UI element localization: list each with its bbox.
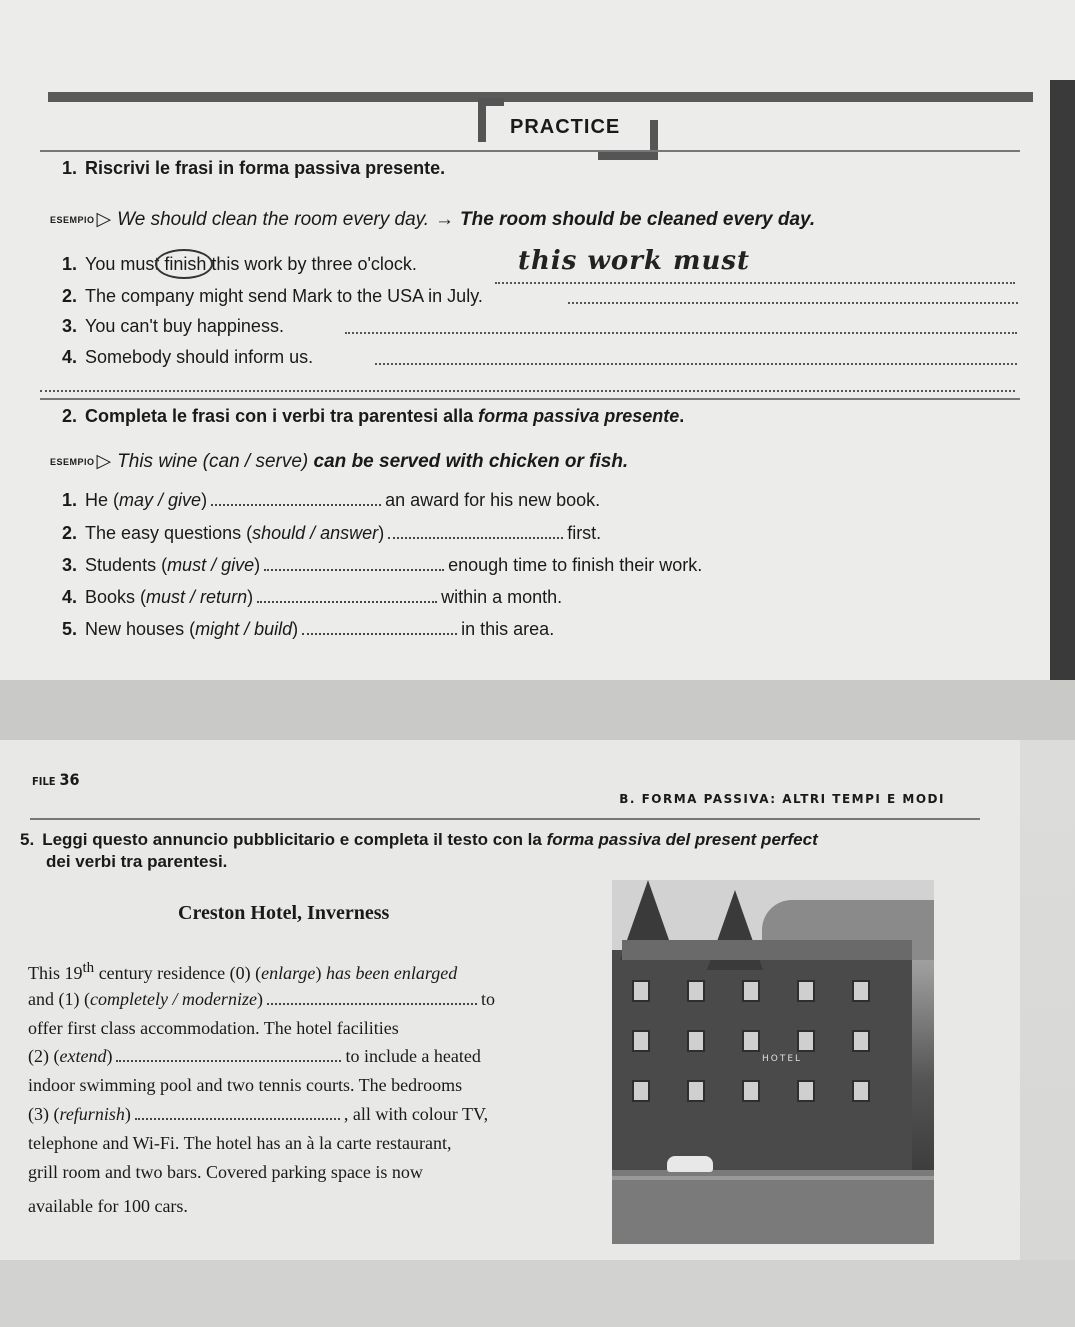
photo-window [852,1080,870,1102]
ad-line-9: available for 100 cars. [28,1196,188,1216]
exercise-instruction-emphasis: forma passiva del present perfect [546,830,818,849]
exercise-instruction: Leggi questo annuncio pubblicitario e completa il testo con la [42,830,547,849]
item-number: 3. [62,316,78,336]
item-text: You must finish this work by three o'clock. [85,254,417,274]
item-text: in this area. [461,619,555,639]
exercise-number: 5. [20,830,35,849]
photo-window [687,1030,705,1052]
item-text: ) [292,619,299,639]
item-number: 4. [62,347,78,367]
item-number: 4. [62,587,78,607]
exercise-2-item-2 [62,523,601,544]
item-verb: may / give [119,490,202,510]
photo-window [797,980,815,1002]
ad-line-8: grill room and two bars. Covered parking space is now [28,1162,423,1182]
ad-text: century residence (0) ( [94,963,262,983]
ad-line-7: telephone and Wi-Fi. The hotel has an à la carte restaurant, [28,1133,452,1153]
file-label [32,770,80,789]
ad-line-3: offer first class accommodation. The hotel facilities [28,1018,399,1038]
ad-verb: extend [59,1046,107,1066]
exercise-2-title [62,406,684,427]
photo-window [742,1080,760,1102]
item-text: enough time to finish their work. [448,555,703,575]
example-tag: ESEMPIO [50,214,95,225]
item-number: 2. [62,523,78,543]
ad-verb: enlarge [261,963,316,983]
exercise-1-item-3 [62,316,284,337]
photo-street [612,1170,934,1244]
exercise-2-item-1 [62,490,600,511]
exercise-1-item-2 [62,286,483,307]
ad-line-2 [28,989,495,1010]
item-text: Students ( [85,555,168,575]
bracket-left-decoration [478,98,504,142]
ad-superscript: th [82,960,95,976]
page-gap [0,680,1075,740]
photo-window [632,980,650,1002]
answer-blank[interactable] [267,991,477,1005]
item-text: Books ( [85,587,147,607]
handwritten-answer: this work must [518,246,751,276]
file-number: 36 [59,770,80,789]
item-verb: should / answer [252,523,379,543]
photo-roof [622,940,912,960]
play-triangle-icon: ▷ [96,209,112,230]
photo-window [742,980,760,1002]
exercise-5-title-line2: dei verbi tra parentesi. [46,852,228,871]
section-divider [40,398,1020,400]
photo-hotel-sign: HOTEL [762,1054,803,1064]
example-tag: ESEMPIO [50,456,95,467]
item-verb: must / give [167,555,255,575]
photo-window [797,1080,815,1102]
exercise-instruction-end: . [679,406,685,426]
exercise-instruction: Completa le frasi con i verbi tra parentesi alla [85,406,479,426]
item-verb: must / return [146,587,248,607]
ad-text: to include a heated [345,1046,481,1066]
photo-window [632,1030,650,1052]
exercise-instruction-emphasis: forma passiva presente [478,406,680,426]
example-sentence: We should clean the room every day. [117,209,430,230]
item-text: ) [254,555,261,575]
photo-window [742,1030,760,1052]
ad-text: , all with colour TV, [343,1104,489,1124]
item-text: within a month. [441,587,563,607]
item-number: 2. [62,286,78,306]
exercise-2-item-4 [62,587,562,608]
item-text: ) [378,523,385,543]
exercise-1-title [62,158,445,179]
item-text: The company might send Mark to the USA in July. [85,286,483,306]
item-number: 1. [62,490,78,510]
item-text: You can't buy happiness. [85,316,284,336]
answer-line-4[interactable] [375,363,1017,365]
answer-blank[interactable] [116,1048,341,1062]
example-answer: can be served with chicken or fish. [313,451,629,472]
answer-blank[interactable] [302,621,457,635]
ad-verb: completely / modernize [89,989,257,1009]
answer-blank[interactable] [264,557,444,571]
ad-line-1 [28,960,457,984]
arrow-right-icon: → [435,209,455,230]
play-triangle-icon: ▷ [96,451,112,472]
item-text: The easy questions ( [85,523,253,543]
item-text: an award for his new book. [385,490,601,510]
ad-text: ) [315,963,326,983]
ad-text: (2) ( [28,1046,60,1066]
practice-title: PRACTICE [510,116,621,138]
example-answer: The room should be cleaned every day. [460,209,816,230]
item-text: ) [201,490,208,510]
exercise-number: 2. [62,406,78,426]
ad-text: ) [106,1046,113,1066]
ad-title: Creston Hotel, Inverness [178,902,390,924]
item-number: 5. [62,619,78,639]
exercise-1-item-4 [62,347,313,368]
item-text: first. [567,523,602,543]
photo-window [797,1030,815,1052]
answer-blank[interactable] [257,589,437,603]
item-text: Somebody should inform us. [85,347,314,367]
answer-line-3[interactable] [345,332,1017,334]
exercise-2-item-5 [62,619,554,640]
answer-blank[interactable] [211,492,381,506]
item-text: He ( [85,490,120,510]
section-b-heading: B. FORMA PASSIVA: ALTRI TEMPI E MODI [619,792,945,806]
ad-line-6 [28,1104,488,1125]
exercise-5-title [20,830,818,850]
ad-verb: refurnish [59,1104,125,1124]
answer-blank[interactable] [135,1106,340,1120]
section-divider [30,818,980,820]
item-number: 1. [62,254,78,274]
photo-window [687,1080,705,1102]
ad-text: This 19 [28,963,83,983]
photo-window [632,1080,650,1102]
exercise-number: 1. [62,158,78,178]
answer-line-2[interactable] [568,302,1018,304]
answer-line-1[interactable] [495,282,1015,284]
item-text: ) [247,587,254,607]
ad-text: ) [256,989,263,1009]
ad-text: (3) ( [28,1104,60,1124]
item-number: 3. [62,555,78,575]
hotel-photo [612,880,934,1244]
exercise-2-item-3 [62,555,702,576]
pen-circle-mark [155,249,213,279]
file-label-text: FILE [32,775,56,788]
photo-window [687,980,705,1002]
item-verb: might / build [195,619,293,639]
section-divider [40,150,1020,152]
exercise-2-example [50,450,628,473]
exercise-1-example [50,208,815,231]
photo-window [852,980,870,1002]
ad-text: and (1) ( [28,989,90,1009]
answer-blank[interactable] [388,525,563,539]
example-sentence: This wine (can / serve) [117,451,309,472]
exercise-instruction: Riscrivi le frasi in forma passiva presente. [85,158,446,178]
photo-railing [612,1176,934,1180]
photo-car [667,1156,713,1172]
item-text: New houses ( [85,619,196,639]
ad-example-answer: has been enlarged [325,963,458,983]
background-surface [0,1260,1075,1327]
ad-line-4 [28,1046,481,1067]
photo-window [852,1030,870,1052]
ad-line-5: indoor swimming pool and two tennis courts. The bedrooms [28,1075,463,1095]
ad-text: to [480,989,495,1009]
answer-line-extra[interactable] [40,390,1015,392]
exercise-1-item-1 [62,254,417,275]
ad-text: ) [124,1104,131,1124]
